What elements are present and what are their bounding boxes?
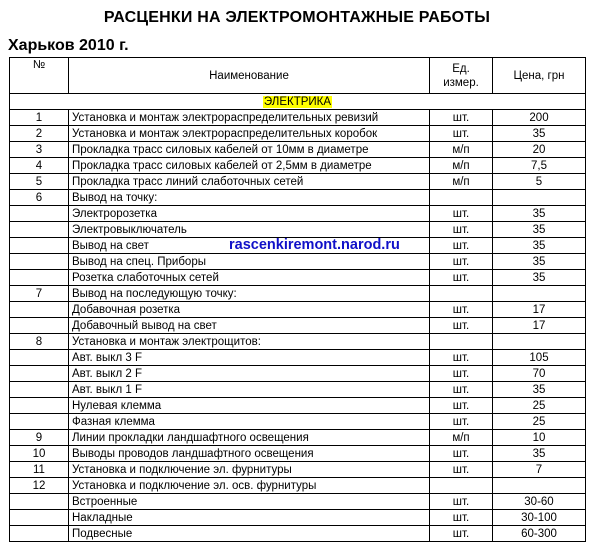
row-name: Авт. выкл 1 F <box>69 382 430 398</box>
row-name: Фазная клемма <box>69 414 430 430</box>
row-unit: шт. <box>430 318 493 334</box>
row-unit: шт. <box>430 254 493 270</box>
table-row <box>10 110 586 126</box>
row-unit: шт. <box>430 510 493 526</box>
row-num <box>10 366 69 382</box>
table-row <box>10 158 586 174</box>
row-unit: шт. <box>430 270 493 286</box>
table-row <box>10 174 586 190</box>
row-unit: м/п <box>430 158 493 174</box>
row-price: 70 <box>493 366 586 382</box>
row-num: 4 <box>10 158 69 174</box>
table-row <box>10 494 586 510</box>
row-price: 7,5 <box>493 158 586 174</box>
row-num: 10 <box>10 446 69 462</box>
section-row <box>10 94 586 110</box>
row-price: 35 <box>493 206 586 222</box>
table-row <box>10 414 586 430</box>
row-price <box>493 190 586 206</box>
document-subtitle: Харьков 2010 г. <box>8 37 129 54</box>
row-num <box>10 414 69 430</box>
row-name: Электровыключатель <box>69 222 430 238</box>
table-row <box>10 302 586 318</box>
row-name: Вывод на точку: <box>69 190 430 206</box>
row-name: Встроенные <box>69 494 430 510</box>
row-name: Авт. выкл 3 F <box>69 350 430 366</box>
table-row <box>10 398 586 414</box>
row-unit: шт. <box>430 126 493 142</box>
row-name: Вывод на последующую точку: <box>69 286 430 302</box>
row-price: 25 <box>493 414 586 430</box>
row-price: 35 <box>493 382 586 398</box>
row-price: 10 <box>493 430 586 446</box>
row-price: 35 <box>493 222 586 238</box>
row-price <box>493 478 586 494</box>
row-num <box>10 494 69 510</box>
row-name: Установка и монтаж электрощитов: <box>69 334 430 350</box>
row-num <box>10 510 69 526</box>
table-row <box>10 318 586 334</box>
row-unit <box>430 478 493 494</box>
header-price: Цена, грн <box>493 58 586 94</box>
row-unit: шт. <box>430 302 493 318</box>
row-num <box>10 318 69 334</box>
row-num: 2 <box>10 126 69 142</box>
row-price: 35 <box>493 126 586 142</box>
row-unit <box>430 334 493 350</box>
row-name: Авт. выкл 2 F <box>69 366 430 382</box>
row-name: Вывод на свет <box>69 238 430 254</box>
row-num: 9 <box>10 430 69 446</box>
table-row <box>10 126 586 142</box>
table-row <box>10 366 586 382</box>
row-price: 30-60 <box>493 494 586 510</box>
row-price: 20 <box>493 142 586 158</box>
row-name: Добавочная розетка <box>69 302 430 318</box>
row-num <box>10 222 69 238</box>
row-name: Линии прокладки ландшафтного освещения <box>69 430 430 446</box>
table-row <box>10 430 586 446</box>
row-price: 35 <box>493 270 586 286</box>
table-row <box>10 446 586 462</box>
row-unit: м/п <box>430 174 493 190</box>
row-unit: шт. <box>430 398 493 414</box>
row-num: 12 <box>10 478 69 494</box>
table-row <box>10 190 586 206</box>
table-row <box>10 510 586 526</box>
header-name: Наименование <box>69 58 430 94</box>
row-name: Установка и монтаж электрораспределительных ревизий <box>69 110 430 126</box>
table-row <box>10 526 586 542</box>
row-price: 105 <box>493 350 586 366</box>
row-unit: шт. <box>430 222 493 238</box>
row-name: Нулевая клемма <box>69 398 430 414</box>
row-price: 35 <box>493 446 586 462</box>
row-name: Установка и монтаж электрораспределительных коробок <box>69 126 430 142</box>
table-row <box>10 382 586 398</box>
document-title: РАСЦЕНКИ НА ЭЛЕКТРОМОНТАЖНЫЕ РАБОТЫ <box>103 9 491 26</box>
row-unit: шт. <box>430 446 493 462</box>
row-price: 200 <box>493 110 586 126</box>
row-num <box>10 382 69 398</box>
row-num: 1 <box>10 110 69 126</box>
row-num <box>10 270 69 286</box>
row-num <box>10 398 69 414</box>
row-unit: шт. <box>430 526 493 542</box>
row-num <box>10 254 69 270</box>
row-unit: м/п <box>430 430 493 446</box>
row-unit: шт. <box>430 494 493 510</box>
row-name: Накладные <box>69 510 430 526</box>
row-name: Прокладка трасс линий слаботочных сетей <box>69 174 430 190</box>
header-num: № <box>10 58 69 94</box>
row-num <box>10 206 69 222</box>
row-num <box>10 350 69 366</box>
row-name: Установка и подключение эл. фурнитуры <box>69 462 430 478</box>
table-row <box>10 350 586 366</box>
row-price: 17 <box>493 302 586 318</box>
table-row <box>10 254 586 270</box>
row-price: 35 <box>493 254 586 270</box>
row-unit: шт. <box>430 414 493 430</box>
table-row <box>10 206 586 222</box>
row-unit: шт. <box>430 110 493 126</box>
row-price: 7 <box>493 462 586 478</box>
table-row <box>10 286 586 302</box>
row-name: Подвесные <box>69 526 430 542</box>
row-unit <box>430 286 493 302</box>
row-num: 5 <box>10 174 69 190</box>
row-name: Выводы проводов ландшафтного освещения <box>69 446 430 462</box>
row-num <box>10 526 69 542</box>
row-unit: м/п <box>430 142 493 158</box>
row-price <box>493 286 586 302</box>
row-unit: шт. <box>430 206 493 222</box>
row-num: 7 <box>10 286 69 302</box>
row-price: 5 <box>493 174 586 190</box>
table-header-row <box>10 58 586 94</box>
table-row <box>10 270 586 286</box>
row-name: Вывод на спец. Приборы <box>69 254 430 270</box>
table-row <box>10 222 586 238</box>
row-num: 6 <box>10 190 69 206</box>
watermark-url: rascenkiremont.narod.ru <box>229 237 400 253</box>
row-unit: шт. <box>430 462 493 478</box>
row-unit: шт. <box>430 350 493 366</box>
row-price <box>493 334 586 350</box>
row-name: Прокладка трасс силовых кабелей от 2,5мм в диаметре <box>69 158 430 174</box>
row-price: 60-300 <box>493 526 586 542</box>
row-unit: шт. <box>430 366 493 382</box>
table-row <box>10 334 586 350</box>
section-label: ЭЛЕКТРИКА <box>263 95 332 108</box>
row-num: 11 <box>10 462 69 478</box>
table-row <box>10 478 586 494</box>
price-table <box>9 57 586 542</box>
row-price: 25 <box>493 398 586 414</box>
row-unit <box>430 190 493 206</box>
row-num <box>10 302 69 318</box>
row-price: 35 <box>493 238 586 254</box>
header-unit: Ед. измер. <box>430 58 493 94</box>
row-price: 17 <box>493 318 586 334</box>
row-num <box>10 238 69 254</box>
row-name: Установка и подключение эл. осв. фурнитуры <box>69 478 430 494</box>
row-num: 8 <box>10 334 69 350</box>
row-unit: шт. <box>430 238 493 254</box>
row-unit: шт. <box>430 382 493 398</box>
row-name: Добавочный вывод на свет <box>69 318 430 334</box>
row-price: 30-100 <box>493 510 586 526</box>
row-num: 3 <box>10 142 69 158</box>
row-name: Розетка слаботочных сетей <box>69 270 430 286</box>
row-name: Электророзетка <box>69 206 430 222</box>
table-row <box>10 142 586 158</box>
row-name: Прокладка трасс силовых кабелей от 10мм в диаметре <box>69 142 430 158</box>
table-row <box>10 462 586 478</box>
